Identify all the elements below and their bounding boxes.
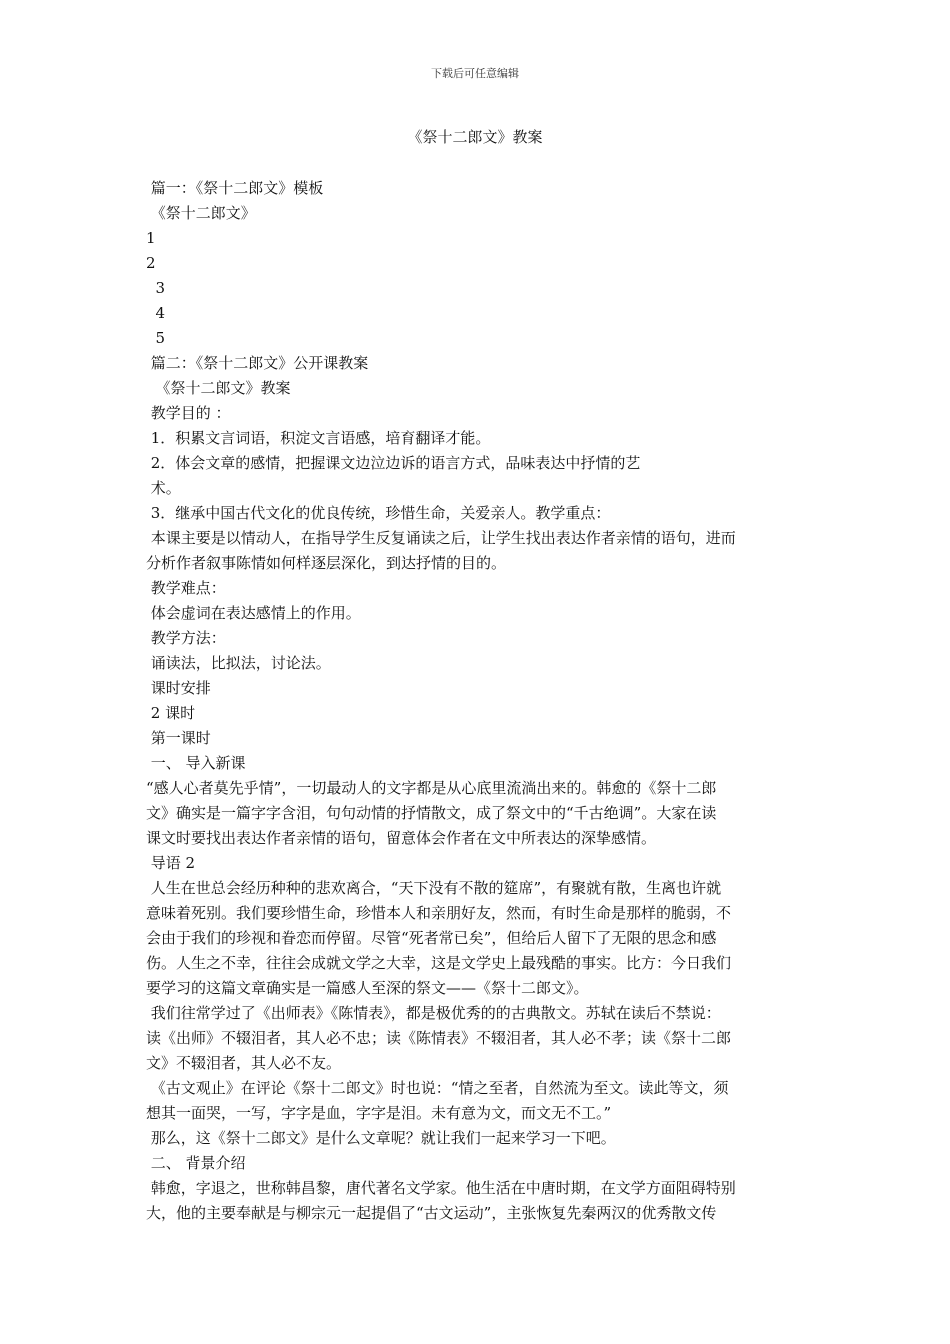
body-line: 教学方法： [146, 629, 226, 647]
body-line: 韩愈，字退之，世称韩昌黎，唐代著名文学家。他生活在中唐时期，在文学方面阻碍特别 [146, 1179, 736, 1197]
body-line: 那么，这《祭十二郎文》是什么文章呢？就让我们一起来学习一下吧。 [146, 1129, 616, 1147]
body-line: 文》确实是一篇字字含泪，句句动情的抒情散文，成了祭文中的“千古绝调”。大家在读 [146, 804, 717, 822]
body-line: 课文时要找出表达作者亲情的语句，留意体会作者在文中所表达的深挚感情。 [146, 829, 657, 847]
body-line: 3 [146, 279, 166, 297]
body-line: 要学习的这篇文章确实是一篇感人至深的祭文——《祭十二郎文》。 [146, 979, 589, 997]
body-line: 二、 背景介绍 [146, 1154, 246, 1172]
body-line: 读《出师》不辍泪者，其人必不忠；读《陈情表》不辍泪者，其人必不孝；读《祭十二郎 [146, 1029, 732, 1047]
body-line: 篇一：《祭十二郎文》模板 [146, 179, 324, 197]
body-line: 《祭十二郎文》 [146, 204, 256, 222]
body-line: 2 [146, 254, 156, 272]
body-line: 1 [146, 229, 156, 247]
body-line: 本课主要是以情动人，在指导学生反复诵读之后，让学生找出表达作者亲情的语句，进而 [146, 529, 736, 547]
body-line: 体会虚词在表达感情上的作用。 [146, 604, 361, 622]
body-line: 教学目的 ： [146, 404, 231, 422]
body-line: 伤。人生之不幸，往往会成就文学之大幸，这是文学史上最残酷的事实。比方：今日我们 [146, 954, 732, 972]
body-line: 2 课时 [146, 704, 196, 722]
body-line: 《古文观止》在评论《祭十二郎文》时也说：“情之至者，自然流为至文。读此等文，须 [146, 1079, 729, 1097]
body-line: 《祭十二郎文》教案 [146, 379, 291, 397]
document-title: 《祭十二郎文》教案 [407, 128, 543, 146]
body-line: 文》不辍泪者，其人必不友。 [146, 1054, 342, 1072]
body-line: 1．积累文言词语，积淀文言语感，培育翻译才能。 [146, 429, 491, 447]
body-line: 想其一面哭，一写，字字是血，字字是泪。未有意为文，而文无不工。” [146, 1104, 612, 1122]
body-line: 5 [146, 329, 166, 347]
body-line: 诵读法，比拟法，讨论法。 [146, 654, 331, 672]
body-line: “感人心者莫先乎情”，一切最动人的文字都是从心底里流淌出来的。韩愈的《祭十二郎 [146, 779, 717, 797]
body-line: 术。 [146, 479, 181, 497]
body-line: 会由于我们的珍视和眷恋而停留。尽管“死者常已矣”，但给后人留下了无限的思念和感 [146, 929, 717, 947]
body-line: 大，他的主要奉献是与柳宗元一起提倡了“古文运动”，主张恢复先秦两汉的优秀散文传 [146, 1204, 717, 1222]
body-line: 我们往常学过了《出师表》《陈情表》，都是极优秀的的古典散文。苏轼在读后不禁说： [146, 1004, 721, 1022]
document-body [146, 176, 808, 1226]
body-line: 第一课时 [146, 729, 211, 747]
body-line: 2．体会文章的感情，把握课文边泣边诉的语言方式，品味表达中抒情的艺 [146, 454, 641, 472]
body-line: 一、 导入新课 [146, 754, 246, 772]
body-line: 3．继承中国古代文化的优良传统，珍惜生命，关爱亲人。教学重点： [146, 504, 611, 522]
body-line: 4 [146, 304, 166, 322]
body-line: 意味着死别。我们要珍惜生命，珍惜本人和亲朋好友，然而，有时生命是那样的脆弱，不 [146, 904, 732, 922]
body-line: 人生在世总会经历种种的悲欢离合，“天下没有不散的筵席”，有聚就有散，生离也许就 [146, 879, 722, 897]
body-line: 课时安排 [146, 679, 211, 697]
body-line: 导语 2 [146, 854, 196, 872]
body-line: 教学难点： [146, 579, 226, 597]
body-line: 分析作者叙事陈情如何样逐层深化，到达抒情的目的。 [146, 554, 507, 572]
page-header-note: 下载后可任意编辑 [431, 67, 519, 80]
body-line: 篇二：《祭十二郎文》公开课教案 [146, 354, 369, 372]
